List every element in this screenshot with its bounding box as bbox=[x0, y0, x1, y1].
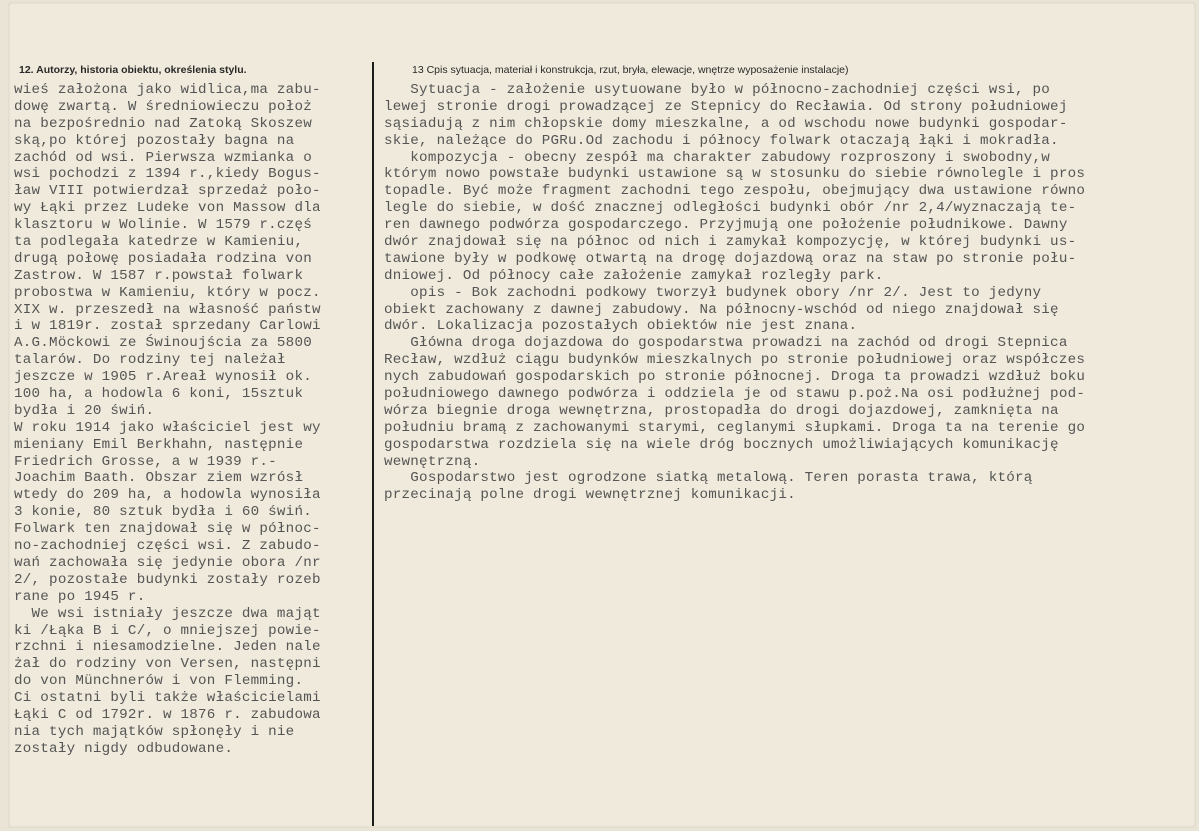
text-line: wórza biegnie droga wewnętrzna, prostopadła do drogi dojazdowej, zamknięta na bbox=[384, 402, 1059, 419]
text-line: Sytuacja - założenie usytuowane było w północno-zachodniej części wsi, po bbox=[384, 82, 1051, 98]
text-line: gospodarstwa rozdziela się na wiele dróg bocznych umożliwiających komunikację bbox=[384, 436, 1059, 453]
text-line: talarów. Do rodziny tej należał bbox=[14, 352, 286, 369]
text-line: nych zabudowań gospodarskich po stronie północnej. Droga ta prowadzi wzdłuż boku bbox=[384, 369, 1086, 386]
text-line: XIX w. przeszedł na własność państw bbox=[14, 301, 321, 318]
history-text bbox=[14, 82, 372, 758]
text-line: jeszcze w 1905 r.Areał wynosił ok. bbox=[14, 369, 312, 386]
text-line: dowę zwartą. W średniowieczu położ bbox=[14, 98, 312, 115]
text-line: wsi pochodzi z 1394 r.,kiedy Bogus- bbox=[14, 166, 321, 183]
text-line: dwór. Lokalizacja pozostałych obiektów nie jest znana. bbox=[384, 318, 858, 335]
text-line: skie, należące do PGRu.Od zachodu i północy folwark otaczają łąki i mokradła. bbox=[384, 132, 1059, 149]
text-line: Recław, wzdłuż ciągu budynków mieszkalnych po stronie południowej oraz współczes bbox=[384, 352, 1086, 369]
text-line: kompozycja - obecny zespół ma charakter zabudowy rozproszony i swobodny,w bbox=[384, 149, 1051, 166]
text-line: obiekt zachowany z dawnej zabudowy. Na północny-wschód od niego znajdował się bbox=[384, 301, 1059, 318]
text-line: którym nowo powstałe budynki ustawione są w stosunku do siebie równolegle i pros bbox=[384, 166, 1086, 183]
text-line: ską,po której pozostały bagna na bbox=[14, 132, 295, 149]
text-line: zachód od wsi. Pierwsza wzmianka o bbox=[14, 149, 312, 166]
text-line: Gospodarstwo jest ogrodzone siatką metalową. Teren porasta trawa, którą bbox=[384, 470, 1033, 487]
text-line: dwór znajdował się na północ od nich i zamykał kompozycję, w której budynki us- bbox=[384, 234, 1077, 251]
text-line: legle do siebie, w dość znacznej odległości budynki obór /nr 2,4/wyznaczają te- bbox=[384, 200, 1077, 217]
text-line: i w 1819r. został sprzedany Carlowi bbox=[14, 318, 321, 335]
text-line: 3 konie, 80 sztuk bydła i 60 świń. bbox=[14, 504, 312, 521]
text-line: mieniany Emil Berkhahn, następnie bbox=[14, 436, 304, 453]
text-line: Zastrow. W 1587 r.powstał folwark bbox=[14, 267, 304, 284]
text-line: Folwark ten znajdował się w północ- bbox=[14, 521, 321, 538]
text-line: wy Łąki przez Ludeke von Massow dla bbox=[14, 200, 321, 217]
text-line: 100 ha, a hodowla 6 koni, 15sztuk bbox=[14, 386, 304, 403]
text-line: ław VIII potwierdzał sprzedaż poło- bbox=[14, 183, 321, 200]
text-line: południowego dawnego podwórza i oddziela je od stawu p.poż.Na osi podłużnej pod- bbox=[384, 386, 1086, 403]
right-column-header: 13 Cpis sytuacja, materiał i konstrukcja, rzut, bryła, elewacje, wnętrze wyposażenie instalacje) bbox=[412, 64, 849, 76]
text-line: rane po 1945 r. bbox=[14, 588, 146, 605]
text-line: dniowej. Od północy całe założenie zamykał rozległy park. bbox=[384, 267, 884, 284]
text-line: topadle. Być może fragment zachodni tego zespołu, obejmujący dwa ustawione równo bbox=[384, 183, 1086, 200]
text-line: Joachim Baath. Obszar ziem wzrósł bbox=[14, 470, 304, 487]
text-line: nia tych majątków spłonęły i nie bbox=[14, 723, 295, 740]
text-line: ki /Łąka B i C/, o mniejszej powie- bbox=[14, 622, 321, 639]
text-line: opis - Bok zachodni podkowy tworzył budynek obory /nr 2/. Jest to jedyny bbox=[384, 284, 1042, 301]
text-line: rzchni i niesamodzielne. Jeden nale bbox=[14, 639, 321, 656]
text-line: południu bramą z zachowanymi starymi, ceglanymi słupkami. Droga ta na terenie go bbox=[384, 419, 1086, 436]
text-line: klasztoru w Wolinie. W 1579 r.częś bbox=[14, 217, 312, 234]
text-line: no-zachodniej części wsi. Z zabudo- bbox=[14, 538, 321, 555]
text-line: wań zachowała się jedynie obora /nr bbox=[14, 554, 321, 571]
text-line: 2/, pozostałe budynki zostały rozeb bbox=[14, 571, 321, 588]
text-line: A.G.Möckowi ze Świnoujścia za 5800 bbox=[14, 335, 312, 352]
text-line: wtedy do 209 ha, a hodowla wynosiła bbox=[14, 487, 321, 504]
text-line: lewej stronie drogi prowadzącej ze Stepnicy do Recławia. Od strony południowej bbox=[384, 98, 1068, 115]
text-line: W roku 1914 jako właściciel jest wy bbox=[14, 419, 321, 436]
text-line: We wsi istniały jeszcze dwa mająt bbox=[14, 605, 321, 622]
text-line: do von Münchnerów i von Flemming. bbox=[14, 673, 304, 690]
text-line: drugą połowę posiadała rodzina von bbox=[14, 250, 312, 267]
text-line: Friedrich Grosse, a w 1939 r.- bbox=[14, 453, 277, 470]
text-line: Główna droga dojazdowa do gospodarstwa prowadzi na zachód od drogi Stepnica bbox=[384, 335, 1068, 352]
left-column-header: 12. Autorzy, historia obiektu, określenia stylu. bbox=[19, 64, 247, 76]
text-line: Łąki C od 1792r. w 1876 r. zabudowa bbox=[14, 706, 321, 723]
text-line: probostwa w Kamieniu, który w pocz. bbox=[14, 284, 321, 301]
text-line: ta podlegała katedrze w Kamieniu, bbox=[14, 234, 304, 251]
text-line: przecinają polne drogi wewnętrznej komunikacji. bbox=[384, 487, 796, 504]
text-line: wewnętrzną. bbox=[384, 453, 481, 470]
text-line: Ci ostatni byli także właścicielami bbox=[14, 690, 321, 707]
text-line: bydła i 20 świń. bbox=[14, 402, 155, 419]
text-line: żał do rodziny von Versen, następni bbox=[14, 656, 321, 673]
text-line: tawione były w podkowę otwartą na drogę dojazdową oraz na staw po stronie połu- bbox=[384, 250, 1077, 267]
column-divider bbox=[372, 62, 374, 826]
text-line: ren dawnego podwórza gospodarczego. Przyjmują one położenie południkowe. Dawny bbox=[384, 217, 1068, 234]
text-line: sąsiadują z nim chłopskie domy mieszkalne, a od wschodu nowe budynki gospodar- bbox=[384, 115, 1068, 132]
text-line: na bezpośrednio nad Zatoką Skoszew bbox=[14, 115, 312, 132]
text-line: zostały nigdy odbudowane. bbox=[14, 740, 234, 757]
text-line: wieś założona jako widlica,ma zabu- bbox=[14, 82, 321, 98]
description-text bbox=[384, 82, 1194, 504]
